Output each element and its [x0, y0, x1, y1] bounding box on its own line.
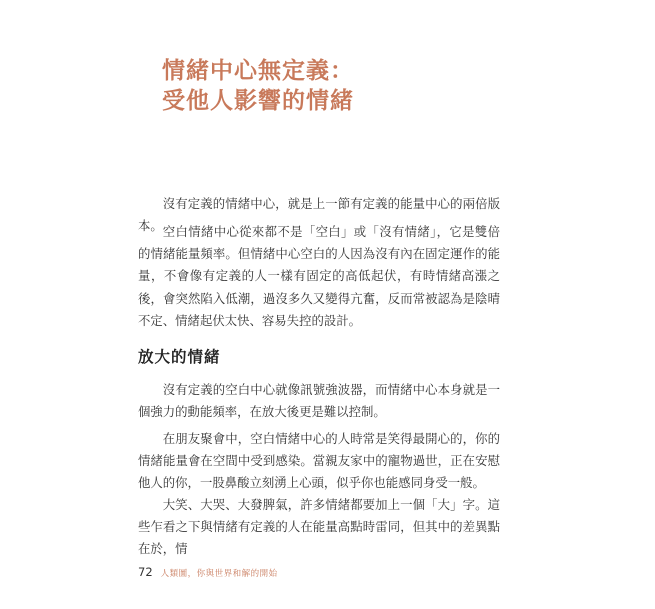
chapter-title — [162, 56, 582, 116]
blank-center-paragraph-block — [138, 221, 500, 332]
blank-center-paragraph: 空白情緒中心從來都不是「空白」或「沒有情緒」，它是雙倍的情緒能量頻率。但情緒中心空白的人因為沒有內在固定運作的能量，不會像有定義的人一樣有固定的高低起伏，有時情緒高漲之後，會突然陷入低潮，過沒多久又變得亢奮，反而常被認為是陰晴不定、情緒起伏太快、容易失控的設計。 — [138, 224, 500, 328]
page-number: 72 — [138, 565, 153, 579]
gathering-paragraph-block — [138, 428, 500, 495]
exaggerate-paragraph-block — [138, 494, 500, 561]
chapter-title-line-2: 受他人影響的情緒 — [162, 87, 354, 114]
intro-paragraph: 沒有定義的情緒中心，就是上一節有定義的能量中心的兩倍版本。 — [138, 196, 500, 234]
page-footer — [138, 565, 278, 579]
amplifier-paragraph-block — [138, 379, 500, 423]
amplifier-paragraph: 沒有定義的空白中心就像訊號強波器，而情緒中心本身就是一個強力的動能頻率，在放大後更是難以控制。 — [138, 382, 500, 420]
gathering-paragraph: 在朋友聚會中，空白情緒中心的人時常是笑得最開心的，你的情緒能量會在空間中受到感染。當親友家中的寵物過世，正在安慰他人的你，一股鼻酸立刻湧上心頭，似乎你也能感同身受一般。 — [138, 431, 500, 491]
exaggerate-paragraph: 大笑、大哭、大發脾氣，許多情緒都要加上一個「大」字。這些乍看之下與情緒有定義的人在能量高點時雷同，但其中的差異點在於，情 — [138, 497, 500, 557]
running-book-title: 人類圖，你與世界和解的開始 — [160, 569, 278, 579]
section-heading: 放大的情緒 — [138, 348, 221, 366]
chapter-title-line-1: 情緒中心無定義： — [162, 57, 354, 84]
